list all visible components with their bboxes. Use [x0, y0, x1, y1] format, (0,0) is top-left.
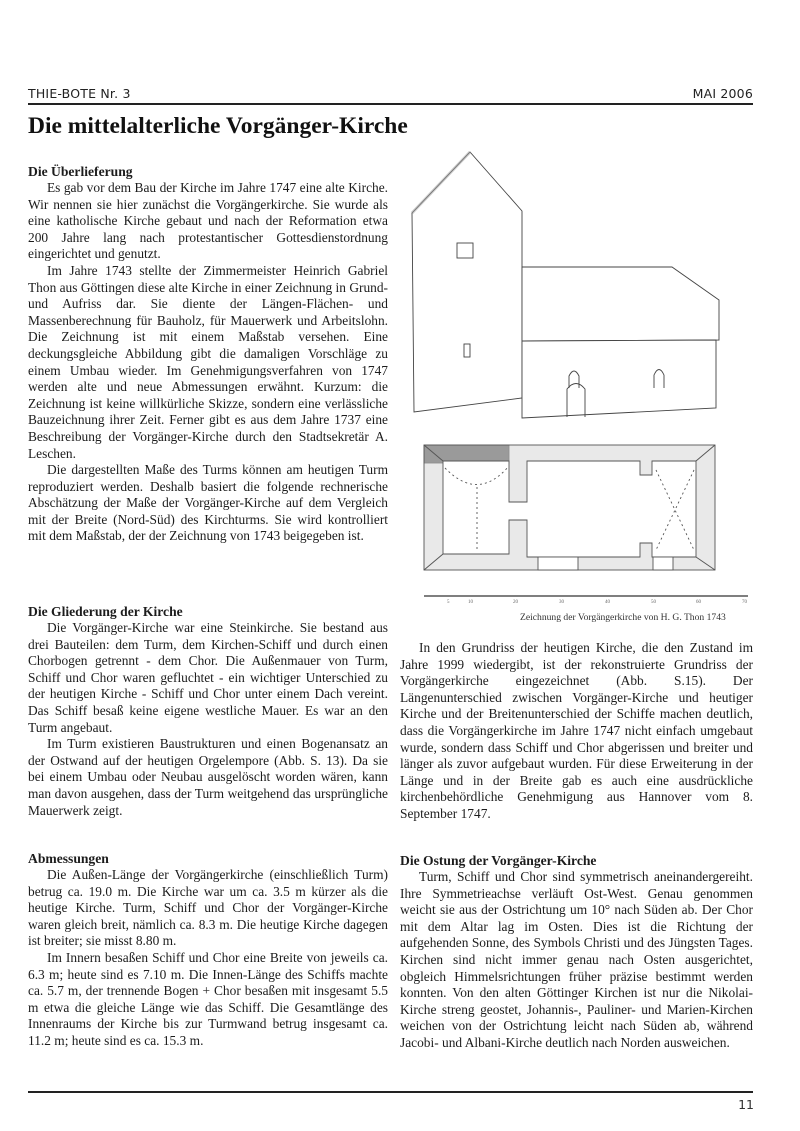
paragraph: Es gab vor dem Bau der Kirche im Jahre 1747 eine alte Kirche. Wir nennen sie hier zunächst die Vorgängerkirche. Sie wurde als eine katholische Kirche gebaut und nach der Reformation etwa 200 Jahre lang nach protestantischer Gottesdienstordnung eingerichtet und genutzt. [28, 180, 388, 262]
scale-tick-label: 20 [513, 600, 518, 605]
floor-plan-drawing [424, 445, 715, 570]
publication-name: THIE-BOTE Nr. 3 [28, 86, 131, 101]
figure-caption: Zeichnung der Vorgängerkirche von H. G. Thon 1743 [520, 612, 726, 623]
header-rule [28, 103, 753, 105]
article-title: Die mittelalterliche Vorgänger-Kirche [28, 113, 408, 139]
scale-tick-label: 30 [559, 600, 564, 605]
paragraph: Turm, Schiff und Chor sind symmetrisch aneinandergereiht. Ihre Symmetrieachse verläuft Ost-West. Genau genommen weicht sie aus der Ostrichtung um 10° nach Süden ab. Der Chor mit dem Altar lag im Osten. Dies ist die Richtung der aufgehenden Sonne, des Symbols Christi und des Jüngsten Tages. Kirchen sind nicht immer genau nach Osten ausgerichtet, obgleich Himmelsrichtungen früher präzise bestimmt werden konnten. Von den alten Göttinger Kirchen ist nur die Nikolai-Kirche streng geostet, Johannis-, Pauliner- und Marien-Kirchen weichen von der Ostrichtung leicht nach Süden ab, während Jacobi- und Albani-Kirche deutlich nach Norden ausweichen. [400, 869, 753, 1050]
paragraph: Im Jahre 1743 stellte der Zimmermeister Heinrich Gabriel Thon aus Göttingen diese alte Kirche in einer Zeichnung in Grund- und Aufriss dar. Sie diente der Längen-Flächen- und Massenberechnung für Bauholz, für Mauerwerk und Arbeitslohn. Die Zeichnung ist mit einem Maßstab versehen. Eine deckungsgleiche Abbildung gibt die damaligen Vorschläge zu einem Umbau wieder. Im Genehmigungsverfahren von 1747 werden alte und neue Abmessungen erwähnt. Kurzum: die Zeichnung ist keine willkürliche Skizze, sondern eine verlässliche Bauzeichnung ihrer Zeit. Ferner gibt es aus dem Jahre 1737 eine Beschreibung der Vorgänger-Kirche durch den Stadtsekretär A. Leschen. [28, 262, 388, 461]
page-number: 11 [738, 1097, 754, 1112]
paragraph: Die dargestellten Maße des Turms können am heutigen Turm reproduziert werden. Deshalb basiert die folgende rechnerische Abschätzung der Maße der Vorgänger-Kirche auf dem Vergleich mit der Breite (Nord-Süd) des Kirchturms. Sie wird kontrolliert mit dem Maßstab, der der Zeichnung von 1743 beigegeben ist. [28, 462, 388, 544]
paragraph: In den Grundriss der heutigen Kirche, die den Zustand im Jahre 1999 wiedergibt, ist der rekonstruierte Grundriss der Vorgängerkirche eingezeichnet (Abb. S.15). Der Längenunterschied zwischen Vorgänger-Kirche und heutiger Kirche und der Breitenunterschied der Schiffe machen deutlich, dass die Vorgängerkirche im Jahre 1747 nicht einfach umgebaut wurde, sondern dass Schiff und Chor abgerissen und breiter und länger als zuvor aufgebaut wurden. Für diese Erweiterung in der Länge und in der Breite gab es auch eine ausdrückliche kirchenbehördliche Genehmigung aus Hannover vom 8. September 1747. [400, 640, 753, 821]
paragraph: Im Turm existieren Baustrukturen und einen Bogenansatz an der Ostwand auf der heutigen Orgelempore (Abb. S. 13). Da sie bei einem Umbau oder Neubau ausgelöscht worden wären, kann man davon ausgehen, dass der Turm weitgehend das ursprüngliche Mauerwerk zeigt. [28, 736, 388, 818]
elevation-drawing [412, 152, 719, 418]
paragraph: Im Innern besaßen Schiff und Chor eine Breite von jeweils ca. 6.3 m; heute sind es 7.10 m. Die Innen-Länge des Schiffs machte ca. 5.7 m, der trennende Bogen + Chor besaßen mit insgesamt 5.5 m etwa die gleiche Länge wie das Schiff. Die Gesamtlänge des Innenraums der Kirche bis zur Turmwand betrug insgesamt ca. 11.2 m; heute sind es ca. 15.3 m. [28, 949, 388, 1048]
section-grundriss [400, 640, 753, 823]
section-ueberlieferung [28, 163, 388, 545]
scale-tick-label: 60 [696, 600, 701, 605]
paragraph: Die Vorgänger-Kirche war eine Steinkirche. Sie bestand aus drei Bauteilen: dem Turm, dem Kirchen-Schiff und durch einen Chorbogen getrennt - dem Chor. Die Außenmauer von Turm, Schiff und Chor waren gefluchtet - ein wichtiger Unterschied zu der heutigen Kirche - Schiff und Chor unter einem Dach vereint. Das Schiff besaß keine eigene westliche Mauer. Es war an den Turm angebaut. [28, 620, 388, 735]
scale-tick-label: 5 [447, 600, 450, 605]
church-drawing-figure [408, 150, 763, 605]
scale-tick-label: 40 [605, 600, 610, 605]
section-heading: Die Ostung der Vorgänger-Kirche [400, 853, 597, 868]
section-ostung [400, 852, 753, 1052]
scale-tick-label: 70 [742, 600, 747, 605]
scale-tick-label: 10 [468, 600, 473, 605]
section-heading: Die Überlieferung [28, 164, 133, 179]
paragraph: Die Außen-Länge der Vorgängerkirche (einschließlich Turm) betrug ca. 19.0 m. Die Kirche war um ca. 3.5 m kürzer als die heutige Kirche. Turm, Schiff und Chor der Vorgänger-Kirche waren gleich breit, nämlich ca. 8.3 m. Die heutige Kirche dagegen ist breiter; sie misst 8.80 m. [28, 867, 388, 949]
section-gliederung [28, 603, 388, 819]
footer-rule [28, 1091, 753, 1093]
section-heading: Die Gliederung der Kirche [28, 604, 183, 619]
scale-tick-label: 50 [651, 600, 656, 605]
section-abmessungen [28, 850, 388, 1050]
section-heading: Abmessungen [28, 851, 109, 866]
issue-date: MAI 2006 [692, 86, 753, 101]
